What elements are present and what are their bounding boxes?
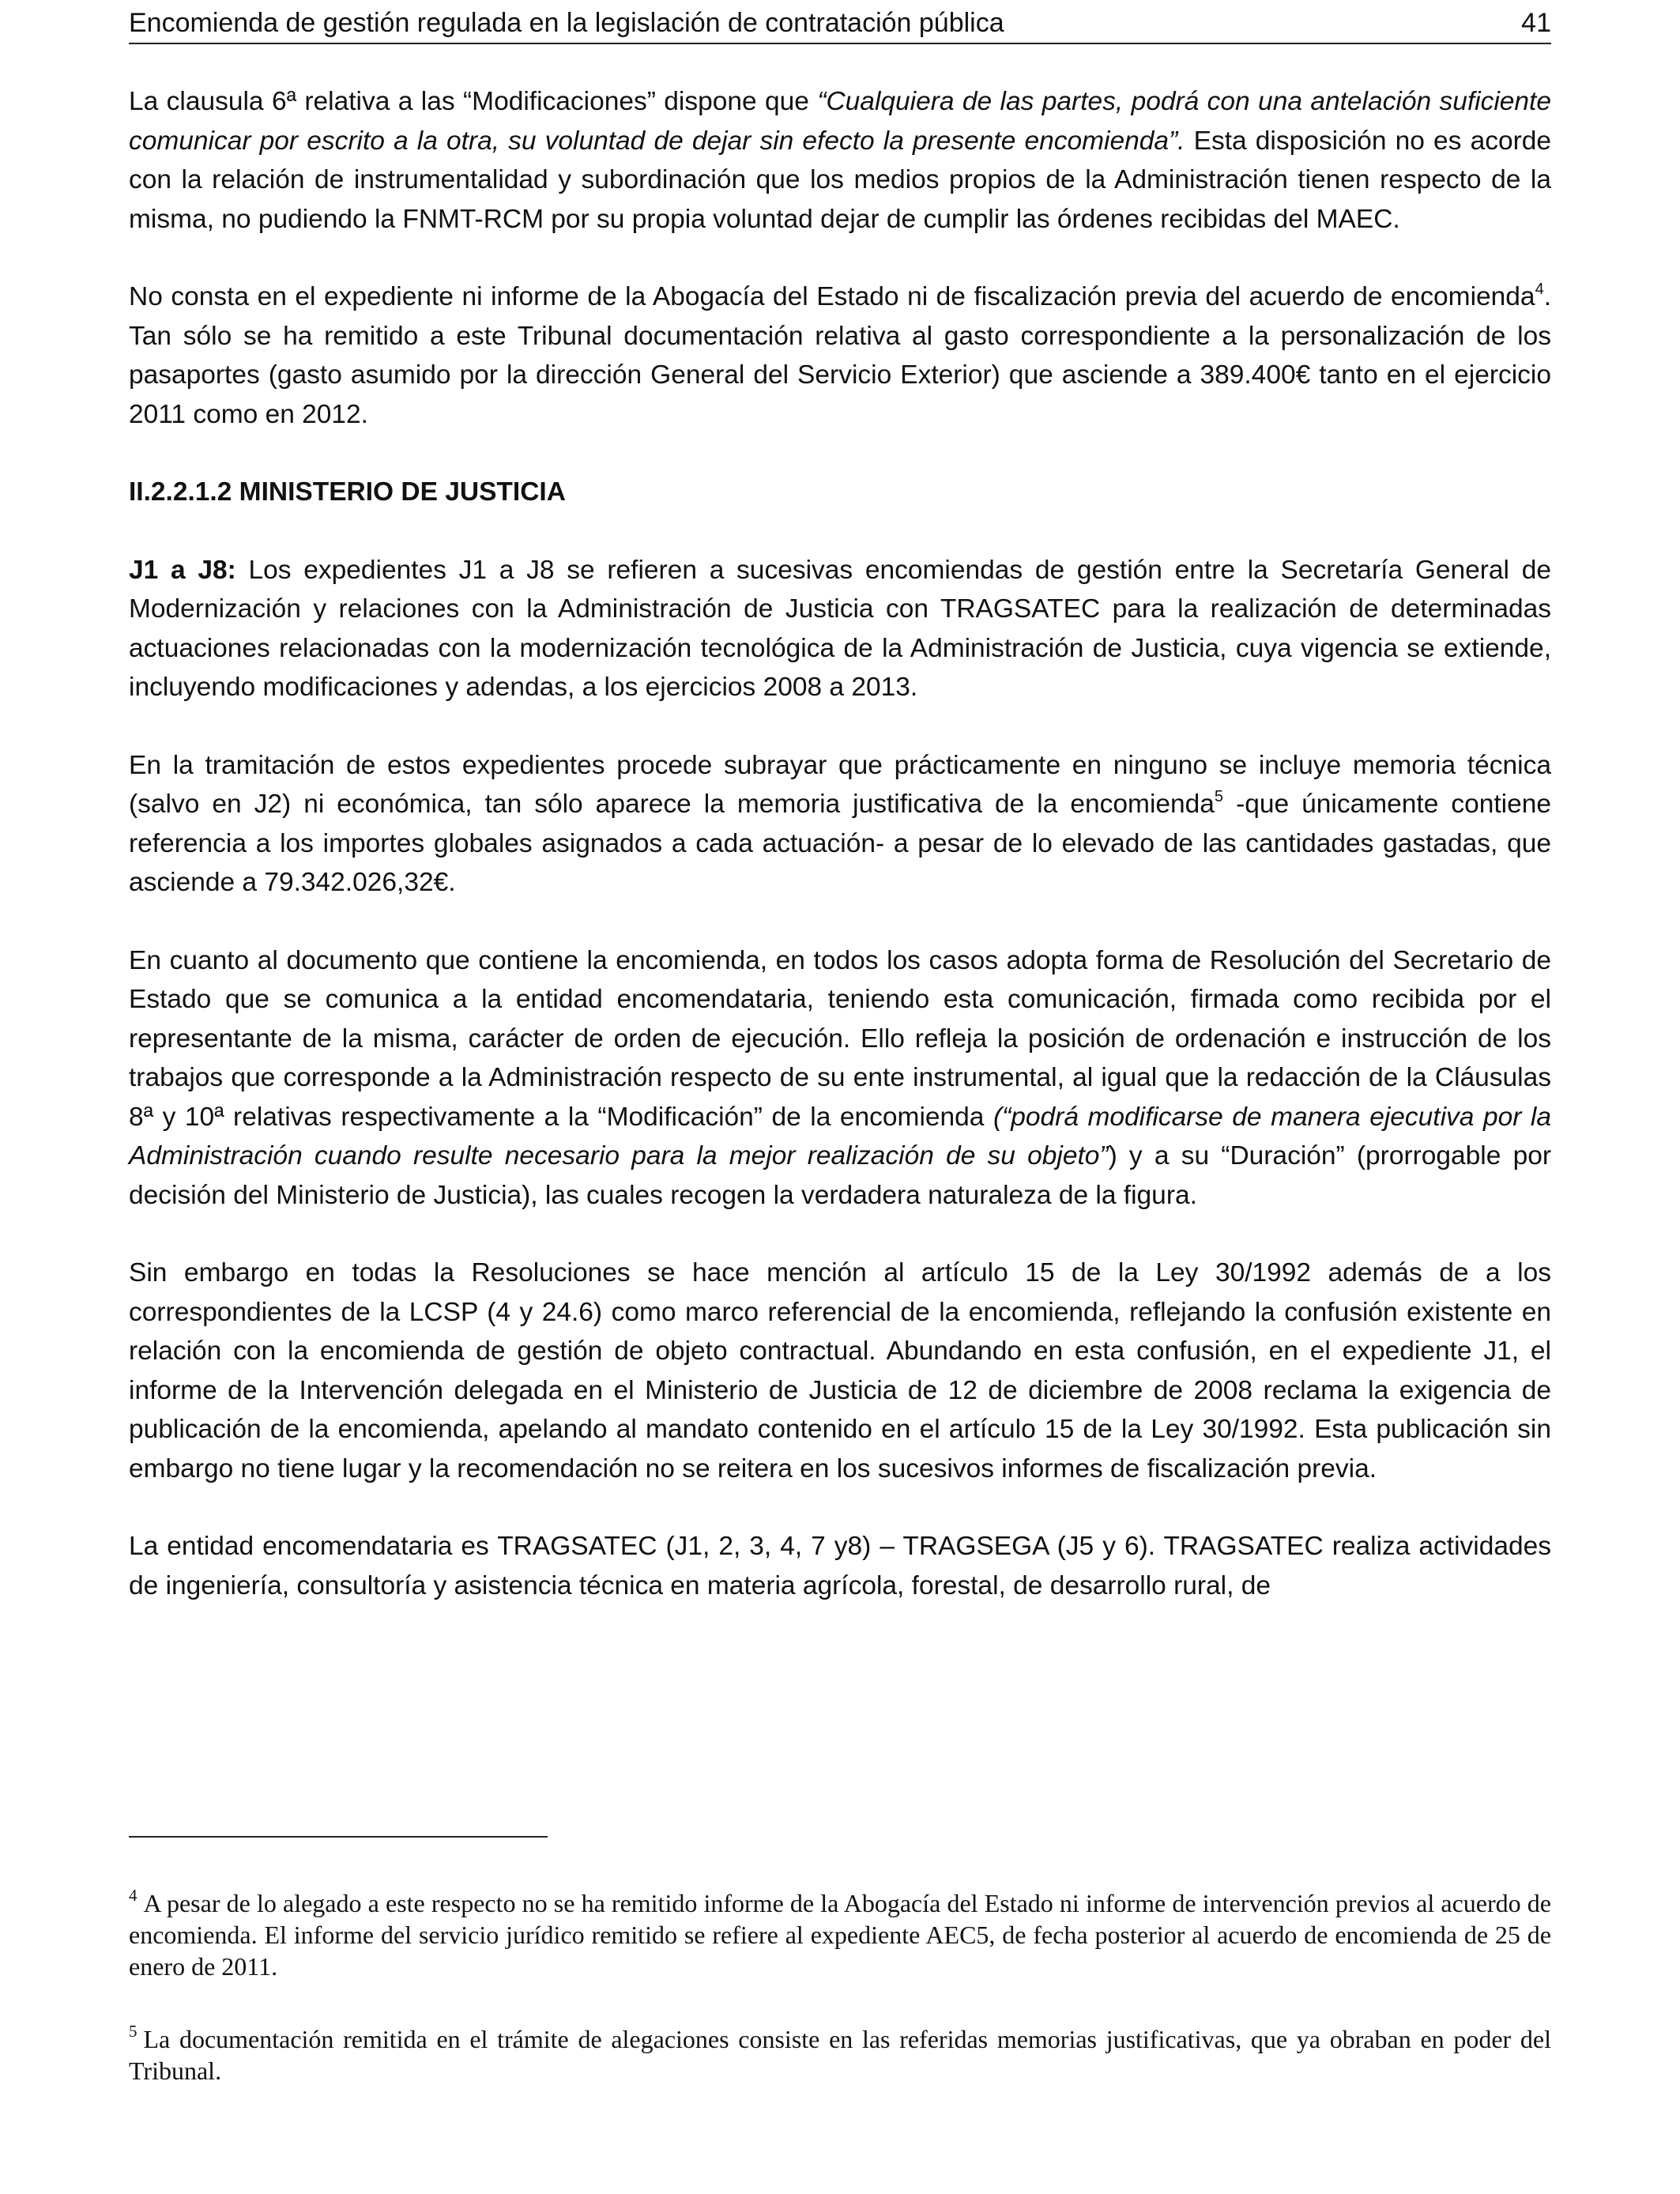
footnote-text: A pesar de lo alegado a este respecto no se ha remitido informe de la Abogacía del Estado ni informe de intervención previos al acuerdo de encomienda. El informe del servicio jurídico remitido se refiere al expediente AEC5, de fecha posterior al acuerdo de encomienda de 25 de enero de 2011. (129, 1889, 1551, 1981)
quoted-clause: “Cualquiera de las partes, podrá con una antelación suficiente comunicar por escrito a la otra, su voluntad de dejar sin efecto la presente encomienda”. (129, 87, 1551, 156)
footnote-ref-4[interactable]: 4 (1535, 281, 1544, 298)
paragraph-j1-j8 (129, 551, 1551, 707)
text-run: En la tramitación de estos expedientes procede subrayar que prácticamente en ninguno se incluye memoria técnica (salvo en J2) ni económica, tan sólo aparece la memoria justificativa de la encomienda (129, 750, 1551, 819)
section-heading: II.2.2.1.2 MINISTERIO DE JUSTICIA (129, 477, 566, 507)
text-run: Esta disposición no es acorde con la relación de instrumentalidad y subordinación que los medios propios de la Administración tienen respecto de la misma, no pudiendo la FNMT-RCM por su propia voluntad dejar de cumplir las órdenes recibidas del MAEC. (129, 126, 1551, 234)
page-number: 41 (1521, 8, 1551, 38)
text-run: En cuanto al documento que contiene la encomienda, en todos los casos adopta forma de Resolución del Secretario de Estado que se comunica a la entidad encomendataria, teniendo esta comunicación, firmada como recibida por el representante de la misma, carácter de orden de ejecución. Ello refleja la posición de ordenación e instrucción de los trabajos que corresponde a la Administración respecto de su ente instrumental, al igual que la redacción de la Cláusulas 8ª y 10ª relativas respectivamente a la “Modificación” de la encomienda (129, 945, 1551, 1132)
quoted-clause: (“podrá modificarse de manera ejecutiva por la Administración cuando resulte necesario para la mejor realización de su objeto” (129, 1102, 1552, 1171)
paragraph-no-consta (129, 277, 1551, 434)
footnote-ref-5[interactable]: 5 (1214, 788, 1224, 805)
running-title: Encomienda de gestión regulada en la legislación de contratación pública (129, 8, 1004, 38)
paragraph-documento (129, 941, 1551, 1216)
text-run: Los expedientes J1 a J8 se refieren a sucesivas encomiendas de gestión entre la Secretaría General de Modernización y relaciones con la Administración de Justicia con TRAGSATEC para la realización de determinadas actuaciones relacionadas con la modernización tecnológica de la Administración de Justicia, cuya vigencia se extiende, incluyendo modificaciones y adendas, a los ejercicios 2008 a 2013. (129, 555, 1551, 702)
footnote-4 (129, 1887, 1551, 1982)
text-run: -que únicamente contiene referencia a los importes globales asignados a cada actuación- a pesar de lo elevado de las cantidades gastadas, que asciende a 79.342.026,32€. (129, 790, 1551, 897)
paragraph-tramitacion (129, 746, 1551, 903)
text-run: . Tan sólo se ha remitido a este Tribunal documentación relativa al gasto correspondiente a la personalización de los pasaportes (gasto asumido por la dirección General del Servicio Exterior) que asciende a 389.400€ tanto en el ejercicio 2011 como en 2012. (129, 282, 1551, 429)
text-run: No consta en el expediente ni informe de la Abogacía del Estado ni de fiscalización previa del acuerdo de encomienda (129, 282, 1535, 311)
page-header (129, 6, 1551, 44)
paragraph-modificaciones (129, 82, 1551, 239)
footnotes (129, 1887, 1551, 2128)
footnote-number: 4 (129, 1886, 137, 1905)
footnote-text: La documentación remitida en el trámite de alegaciones consiste en las referidas memorias justificativas, que ya obraban en poder del Tribunal. (129, 2025, 1551, 2085)
paragraph-entidad: La entidad encomendataria es TRAGSATEC (J1, 2, 3, 4, 7 y8) – TRAGSEGA (J5 y 6). TRAGSATEC realiza actividades de ingeniería, consultoría y asistencia técnica en materia agrícola, forestal, de desarrollo rural, de (129, 1532, 1551, 1600)
text-run: ) y a su “Duración” (prorrogable por decisión del Ministerio de Justicia), las cuales recogen la verdadera naturaleza de la figura. (129, 1141, 1551, 1210)
text-run: La clausula 6ª relativa a las “Modificaciones” dispone que (129, 87, 818, 116)
body-text (129, 82, 1551, 1644)
footnote-number: 5 (129, 2022, 137, 2041)
footnote-5 (129, 2023, 1551, 2087)
paragraph-sin-embargo: Sin embargo en todas la Resoluciones se hace mención al artículo 15 de la Ley 30/1992 además de a los correspondientes de la LCSP (4 y 24.6) como marco referencial de la encomienda, reflejando la confusión existente en relación con la encomienda de gestión de objeto contractual. Abundando en esta confusión, en el expediente J1, el informe de la Intervención delegada en el Ministerio de Justicia de 12 de diciembre de 2008 reclama la exigencia de publicación de la encomienda, apelando al mandato contenido en el artículo 15 de la Ley 30/1992. Esta publicación sin embargo no tiene lugar y la recomendación no se reitera en los sucesivos informes de fiscalización previa. (129, 1258, 1551, 1483)
footnote-separator (129, 1836, 548, 1838)
lead-label: J1 a J8: (129, 555, 236, 585)
